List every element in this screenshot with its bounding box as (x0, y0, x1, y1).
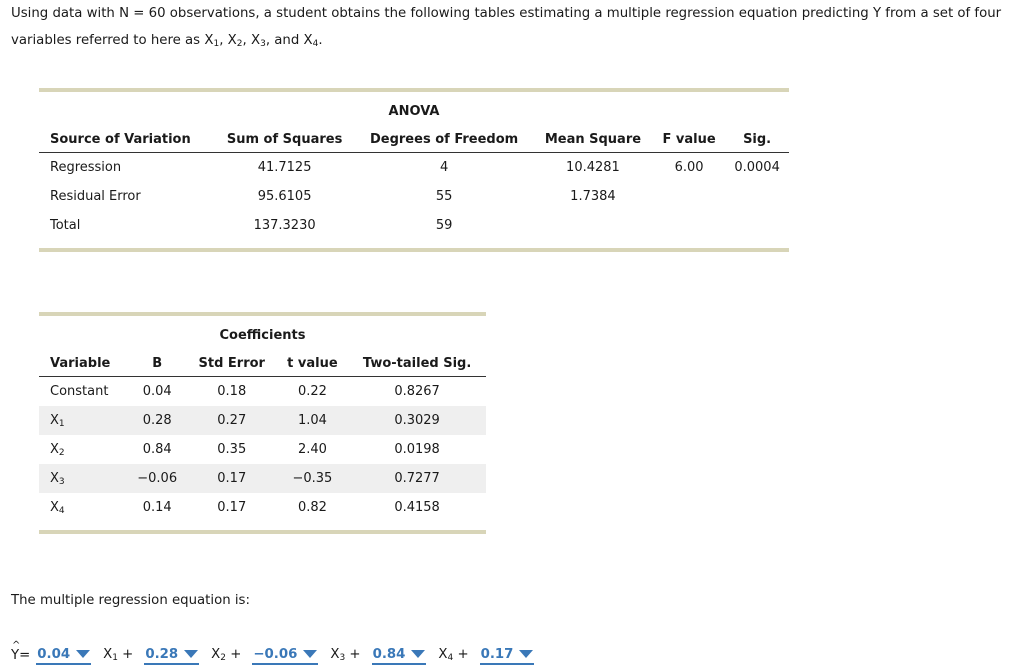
x-subscript: 4 (447, 653, 454, 663)
coef-se: 0.17 (187, 464, 277, 493)
table-row (39, 464, 486, 493)
problem-statement (11, 0, 1021, 58)
table-row (39, 377, 486, 407)
coefficient-dropdown-constant[interactable] (36, 645, 91, 665)
variable-subscript: 3 (58, 476, 65, 487)
coef-b: 0.14 (142, 500, 172, 515)
anova-source: Residual Error (50, 189, 141, 204)
coef-b: 0.28 (128, 406, 187, 435)
x-subscript: 1 (112, 653, 118, 663)
equation-term-x1 (103, 647, 133, 663)
coef-se: 0.35 (217, 442, 247, 457)
coefficient-dropdown-x2[interactable] (252, 645, 318, 665)
table-row (39, 211, 789, 240)
hat-symbol: ^ (12, 639, 21, 651)
caret-down-icon (411, 650, 425, 658)
plus-sign: + (457, 647, 469, 662)
anova-source: Regression (50, 160, 122, 175)
y-hat (11, 639, 21, 663)
equals-sign: = (19, 647, 31, 663)
coef-sig: 0.7277 (348, 464, 486, 493)
coefficients-table (39, 312, 486, 534)
coef-variable (39, 493, 128, 522)
anova-header-f: F value (653, 126, 725, 153)
plus-sign: + (349, 647, 361, 662)
coef-b: −0.06 (128, 464, 187, 493)
anova-sig (725, 211, 789, 240)
x-subscript: 3 (339, 653, 346, 663)
coef-t: 0.82 (297, 500, 327, 515)
y-symbol: Y (11, 647, 20, 663)
table-row (39, 182, 789, 211)
equation-term-x4 (438, 647, 468, 663)
anova-df: 59 (435, 218, 453, 233)
intro-sub-1: 1 (213, 39, 220, 49)
anova-source: Total (50, 218, 81, 233)
coefficient-dropdown-x4[interactable] (480, 645, 535, 665)
coefficients-title: Coefficients (219, 328, 306, 343)
anova-f (653, 182, 725, 211)
coef-variable (39, 435, 128, 464)
variable-name: X (50, 412, 59, 428)
anova-ms: 1.7384 (570, 189, 616, 204)
coef-variable (39, 377, 128, 407)
variable-subscript: 2 (58, 447, 65, 458)
variable-name: X (50, 499, 59, 515)
table-top-rule (39, 88, 789, 92)
x-subscript: 2 (220, 653, 226, 663)
table-row (39, 153, 789, 183)
coef-sig: 0.8267 (394, 384, 440, 399)
coef-header-variable: Variable (39, 350, 128, 377)
x-symbol: X (330, 647, 340, 662)
equation-term-x3 (330, 647, 360, 663)
anova-header-df: Degrees of Freedom (355, 126, 533, 153)
intro-text: Using data with N = 60 observations, a student obtains the following tables estimating a multiple regression equation predicting Y from a set of four variables referred to here as X (11, 6, 1002, 48)
coef-se: 0.17 (217, 500, 247, 515)
dropdown-value: 0.28 (145, 646, 179, 662)
anova-table (39, 88, 789, 252)
regression-equation (11, 639, 546, 665)
table-row (39, 406, 486, 435)
caret-down-icon (184, 650, 198, 658)
table-row (39, 435, 486, 464)
variable-name: Constant (50, 383, 109, 399)
coef-t: 0.22 (297, 384, 327, 399)
anova-title: ANOVA (388, 104, 440, 119)
variable-subscript: 4 (58, 505, 65, 516)
x-symbol: X (438, 647, 448, 662)
dropdown-value: 0.04 (37, 646, 71, 662)
anova-df: 4 (439, 160, 449, 175)
coef-header-se: Std Error (187, 350, 277, 377)
coef-sig: 0.0198 (394, 442, 440, 457)
anova-sig (725, 182, 789, 211)
anova-header-ss: Sum of Squares (214, 126, 355, 153)
coef-t: 2.40 (297, 442, 327, 457)
intro-text: , X (219, 33, 237, 48)
variable-name: X (50, 470, 59, 486)
dropdown-value: −0.06 (253, 646, 298, 662)
table-top-rule (39, 312, 486, 316)
coef-se: 0.27 (187, 406, 277, 435)
intro-text: , X (242, 33, 261, 48)
anova-ss: 41.7125 (257, 160, 312, 175)
anova-header-sig: Sig. (725, 126, 789, 153)
x-symbol: X (211, 647, 221, 662)
coef-t: −0.35 (277, 464, 349, 493)
anova-header-ms: Mean Square (533, 126, 653, 153)
plus-sign: + (122, 647, 134, 662)
intro-text: , and X (265, 33, 313, 48)
anova-ms: 10.4281 (566, 160, 620, 175)
anova-f (653, 211, 725, 240)
coefficient-dropdown-x3[interactable] (372, 645, 427, 665)
table-bottom-rule (39, 248, 789, 252)
caret-down-icon (519, 650, 533, 658)
coef-t: 1.04 (277, 406, 349, 435)
x-symbol: X (103, 647, 113, 662)
equation-term-x2 (211, 647, 241, 663)
coef-sig: 0.4158 (394, 500, 440, 515)
caret-down-icon (303, 650, 317, 658)
coef-header-t: t value (277, 350, 349, 377)
dropdown-value: 0.17 (480, 646, 514, 662)
plus-sign: + (230, 647, 242, 662)
coef-b: 0.84 (142, 442, 172, 457)
coef-variable (39, 406, 128, 435)
intro-sub-4: 4 (312, 39, 319, 49)
intro-text: . (318, 33, 323, 48)
caret-down-icon (76, 650, 90, 658)
coef-sig: 0.3029 (348, 406, 486, 435)
coefficient-dropdown-x1[interactable] (144, 645, 199, 665)
anova-ms (533, 211, 653, 240)
table-row (39, 493, 486, 522)
variable-subscript: 1 (58, 418, 65, 429)
equation-label: The multiple regression equation is: (11, 593, 250, 608)
table-bottom-rule (39, 530, 486, 534)
coef-se: 0.18 (217, 384, 247, 399)
anova-f: 6.00 (674, 160, 704, 175)
anova-df: 55 (435, 189, 453, 204)
coef-variable (39, 464, 128, 493)
dropdown-value: 0.84 (372, 646, 406, 662)
coef-b: 0.04 (142, 384, 172, 399)
variable-name: X (50, 441, 59, 457)
anova-header-source: Source of Variation (39, 126, 214, 153)
anova-ss: 95.6105 (257, 189, 312, 204)
intro-sub-2: 2 (236, 39, 243, 49)
anova-ss: 137.3230 (253, 218, 316, 233)
anova-sig: 0.0004 (734, 160, 780, 175)
intro-sub-3: 3 (260, 39, 266, 49)
coef-header-sig: Two-tailed Sig. (348, 350, 486, 377)
coef-header-b: B (128, 350, 187, 377)
